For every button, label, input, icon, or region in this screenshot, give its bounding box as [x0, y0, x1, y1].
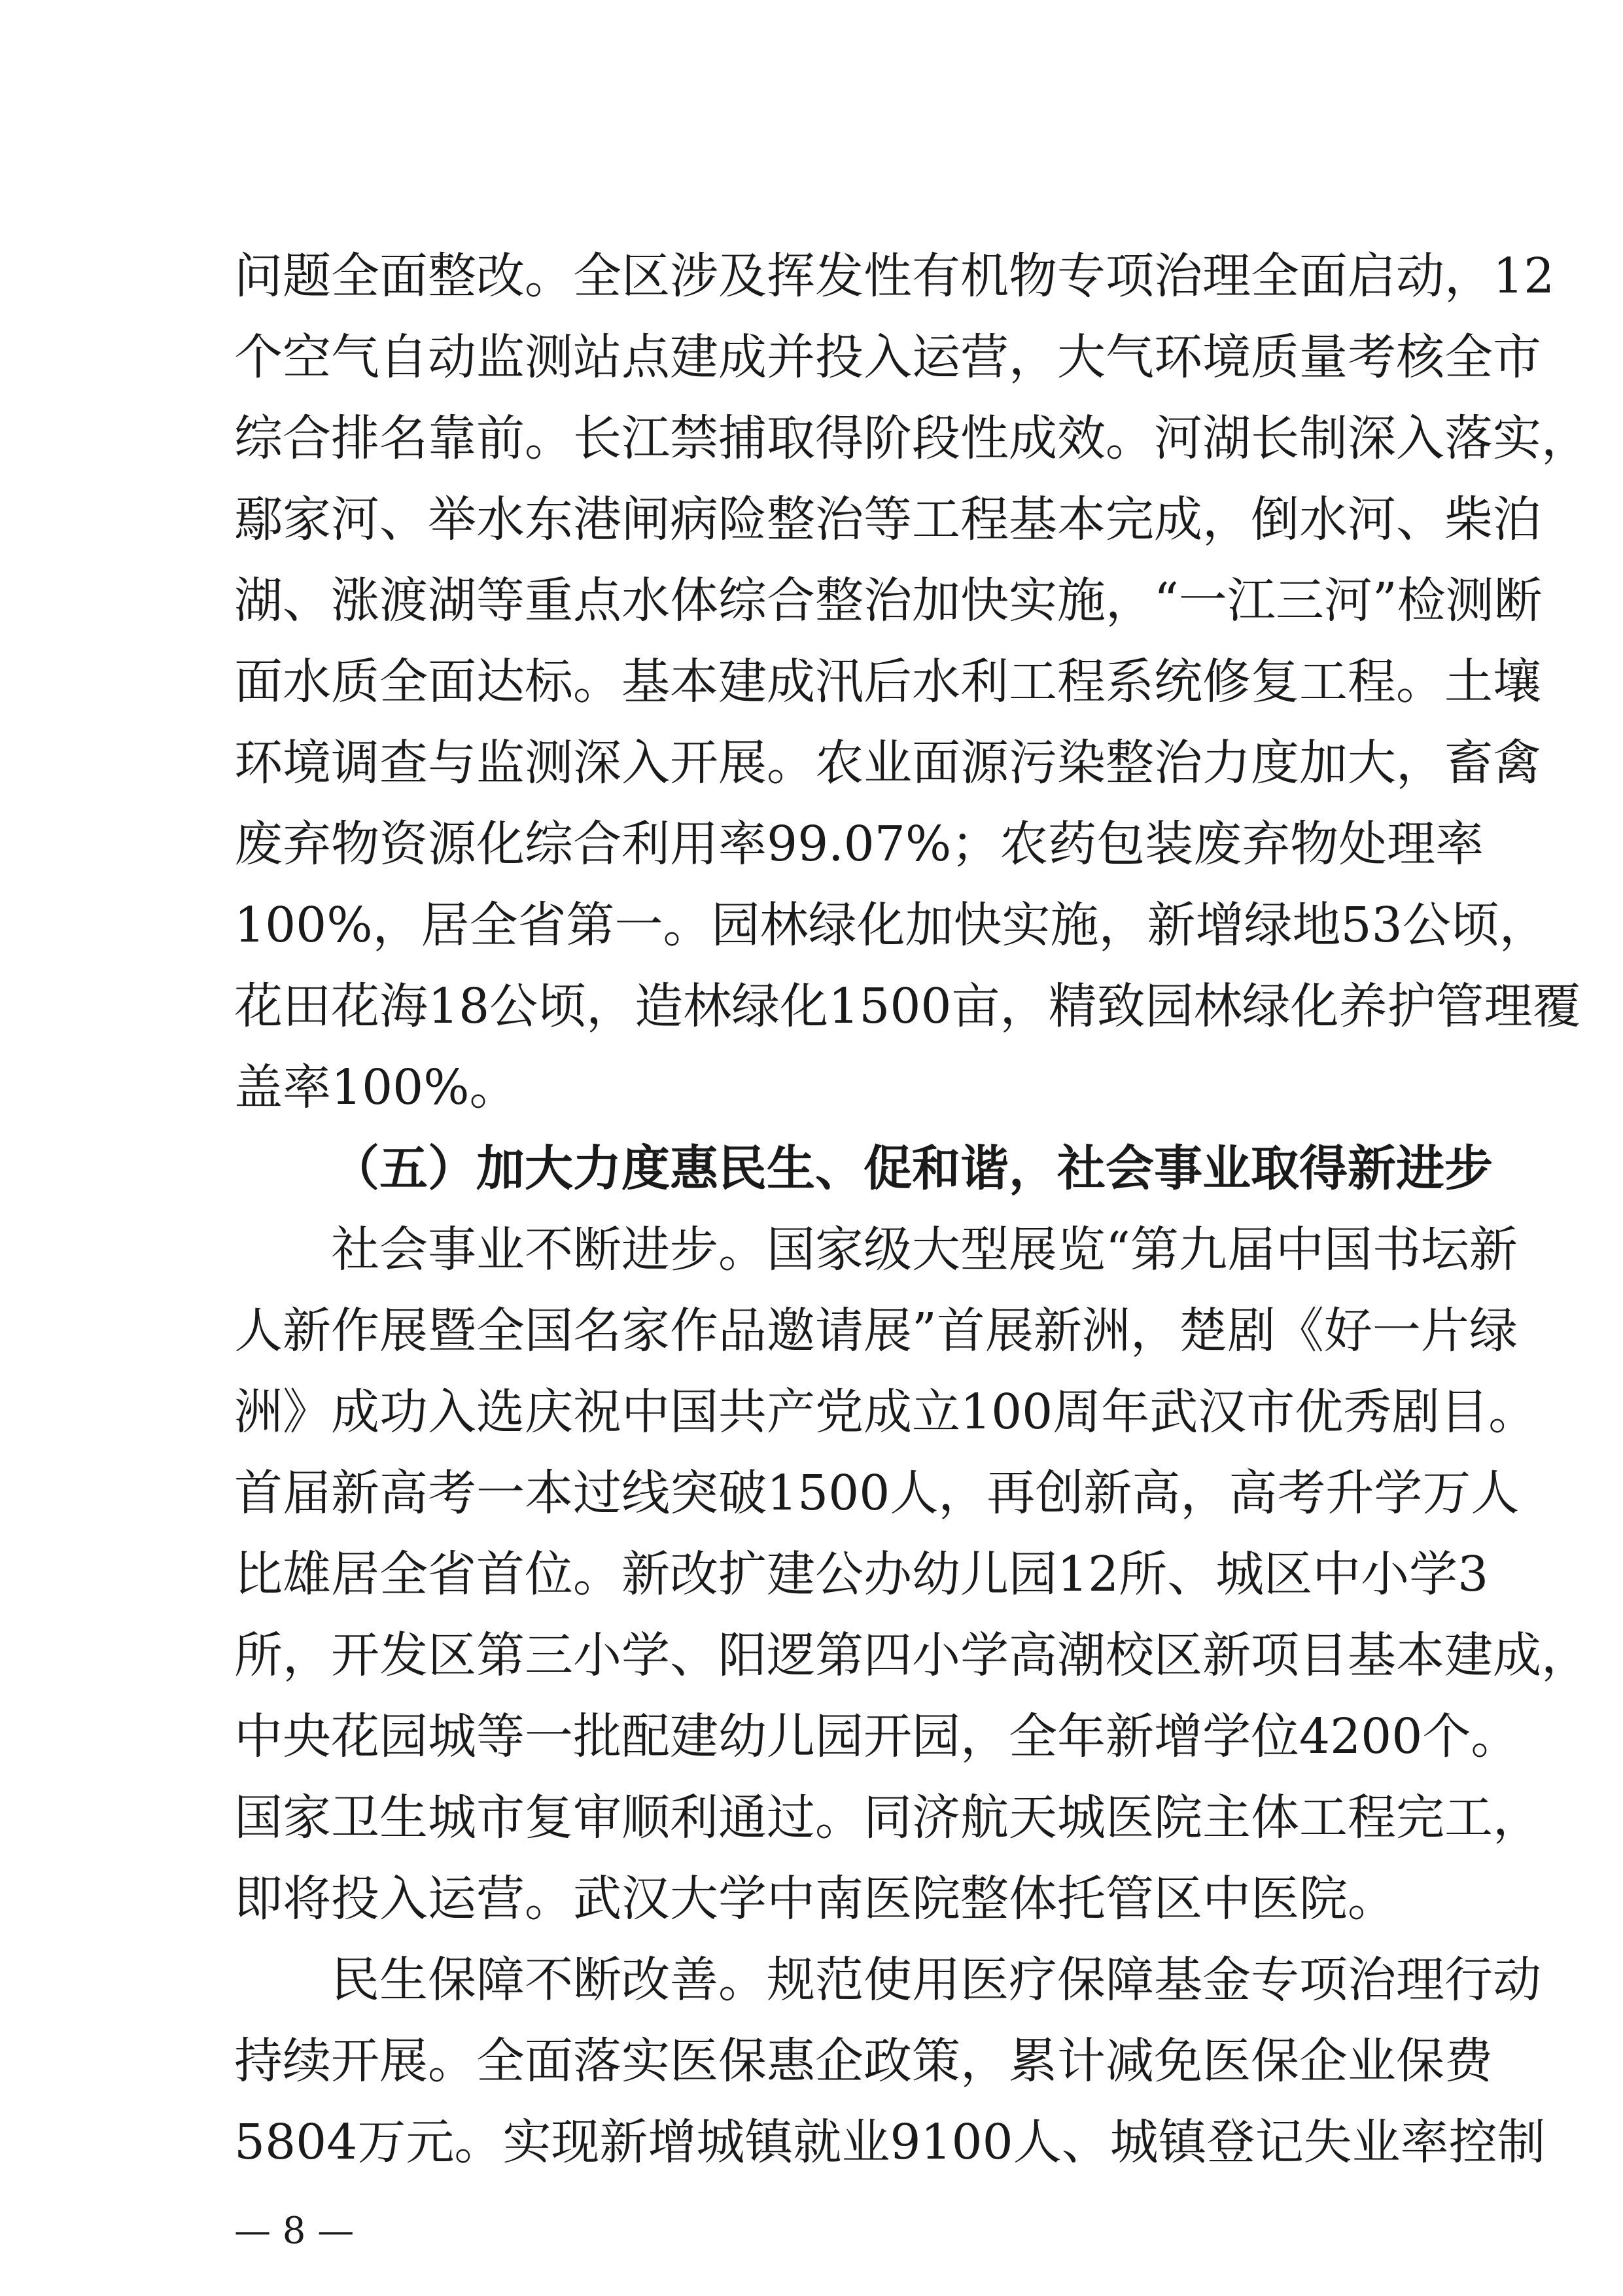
- paragraph-line: 100%，居全省第一。园林绿化加快实施，新增绿地53公顷，: [234, 897, 1548, 953]
- paragraph-line: 比雄居全省首位。新改扩建公办幼儿园12所、城区中小学3: [234, 1546, 1489, 1602]
- paragraph-line: 社会事业不断进步。国家级大型展览“第九届中国书坛新: [331, 1222, 1518, 1278]
- paragraph-line: 花田花海18公顷，造林绿化1500亩，精致园林绿化养护管理覆: [234, 978, 1581, 1034]
- paragraph-line: 首届新高考一本过线突破1500人，再创新高，高考升学万人: [234, 1465, 1520, 1521]
- paragraph-line: 国家卫生城市复审顺利通过。同济航天城医院主体工程完工，: [234, 1790, 1541, 1846]
- paragraph-line: 所，开发区第三小学、阳逻第四小学高潮校区新项目基本建成，: [234, 1627, 1590, 1684]
- paragraph-line: 中央花园城等一批配建幼儿园开园，全年新增学位4200个。: [234, 1708, 1520, 1765]
- paragraph-line: 民生保障不断改善。规范使用医疗保障基金专项治理行动: [331, 1952, 1541, 2008]
- paragraph-line: 5804万元。实现新增城镇就业9100人、城镇登记失业率控制: [234, 2114, 1546, 2170]
- paragraph-line: 环境调查与监测深入开展。农业面源污染整治力度加大，畜禽: [234, 735, 1541, 791]
- paragraph-line: 废弃物资源化综合利用率99.07%；农药包装废弃物处理率: [234, 816, 1484, 872]
- page-number: — 8 —: [234, 2210, 355, 2252]
- paragraph-line: 问题全面整改。全区涉及挥发性有机物专项治理全面启动，12: [234, 248, 1555, 304]
- paragraph-line: 即将投入运营。武汉大学中南医院整体托管区中医院。: [234, 1871, 1396, 1927]
- paragraph-line: 盖率100%。: [234, 1059, 518, 1116]
- paragraph-line: 综合排名靠前。长江禁捕取得阶段性成效。河湖长制深入落实，: [234, 410, 1590, 467]
- paragraph-line: 人新作展暨全国名家作品邀请展”首展新洲，楚剧《好一片绿: [234, 1303, 1518, 1359]
- paragraph-line: 持续开展。全面落实医保惠企政策，累计减免医保企业保费: [234, 2033, 1493, 2089]
- paragraph-line: 洲》成功入选庆祝中国共产党成立100周年武汉市优秀剧目。: [234, 1384, 1537, 1440]
- paragraph-line: 面水质全面达标。基本建成汛后水利工程系统修复工程。土壤: [234, 654, 1541, 710]
- paragraph-line: 鄢家河、举水东港闸病险整治等工程基本完成，倒水河、柴泊: [234, 491, 1541, 548]
- section-heading: （五）加大力度惠民生、促和谐，社会事业取得新进步: [331, 1140, 1493, 1197]
- paragraph-line: 湖、涨渡湖等重点水体综合整治加快实施，“一江三河”检测断: [234, 573, 1543, 629]
- paragraph-line: 个空气自动监测站点建成并投入运营，大气环境质量考核全市: [234, 329, 1541, 385]
